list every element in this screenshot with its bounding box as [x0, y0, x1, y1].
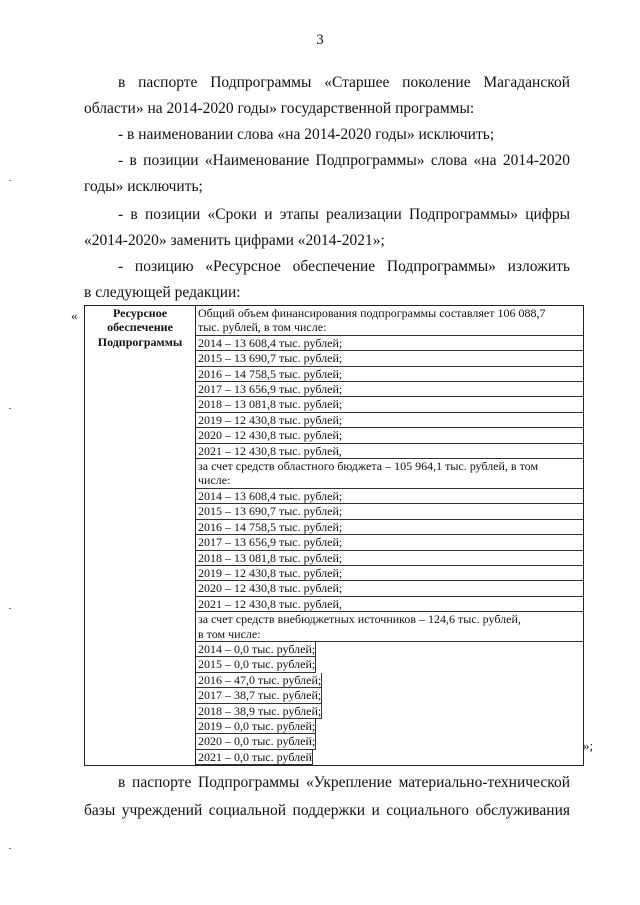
- resource-row: 2019 – 12 430,8 тыс. рублей;: [196, 413, 583, 428]
- resource-row-text: 2017 – 38,7 тыс. рублей;: [198, 688, 322, 703]
- intro-paragraph-line2: области» на 2014-2020 годы» государственной программы:: [84, 100, 475, 117]
- resource-row: [196, 657, 583, 672]
- outro-paragraph-line1: в паспорте Подпрограммы «Укрепление материально-технической: [118, 774, 570, 791]
- resource-row-text: 2020 – 0,0 тыс. рублей;: [198, 734, 316, 749]
- resource-row-text: 2016 – 47,0 тыс. рублей;: [198, 672, 322, 687]
- item-name-change: - в наименовании слова «на 2014-2020 годы» исключить;: [118, 126, 495, 143]
- resource-row: [196, 642, 583, 657]
- resource-row: 2021 – 12 430,8 тыс. рублей,: [196, 444, 583, 459]
- item-resources-line1: - позицию «Ресурсное обеспечение Подпрограммы» изложить: [118, 258, 570, 275]
- item-terms-line1: - в позиции «Сроки и этапы реализации Подпрограммы» цифры: [118, 206, 570, 223]
- item-subprogram-name-line2: годы» исключить;: [84, 178, 203, 195]
- resource-row: 2016 – 14 758,5 тыс. рублей;: [196, 367, 583, 382]
- resource-row-text: 2015 – 0,0 тыс. рублей;: [198, 657, 316, 672]
- resource-label-line: Подпрограммы: [97, 334, 183, 349]
- resource-row: [196, 704, 583, 719]
- margin-mark: [9, 180, 11, 181]
- resource-label-cell: [85, 306, 196, 766]
- margin-mark: [9, 408, 11, 409]
- item-terms-line2: «2014-2020» заменить цифрами «2014-2021»;: [84, 232, 385, 249]
- resource-row-text: 2021 – 0,0 тыс. рублей: [198, 749, 312, 764]
- resource-row: 2017 – 13 656,9 тыс. рублей;: [196, 382, 583, 397]
- item-resources-line2: в следующей редакции:: [84, 284, 241, 301]
- resource-row: 2014 – 13 608,4 тыс. рублей;: [196, 489, 583, 504]
- resource-row: [196, 750, 583, 765]
- resource-row: [196, 719, 583, 734]
- resource-row: 2021 – 12 430,8 тыс. рублей,: [196, 597, 583, 612]
- resource-row: в том числе:: [196, 627, 583, 642]
- resource-row: 2017 – 13 656,9 тыс. рублей;: [196, 535, 583, 550]
- resource-row: [196, 673, 583, 688]
- resource-row: числе:: [196, 473, 583, 488]
- margin-mark: [9, 848, 11, 849]
- resource-content-cell: [196, 306, 584, 766]
- resource-row: 2015 – 13 690,7 тыс. рублей;: [196, 504, 583, 519]
- outro-paragraph-line2: базы учреждений социальной поддержки и социального обслуживания: [84, 802, 570, 819]
- resource-row: 2014 – 13 608,4 тыс. рублей;: [196, 336, 583, 351]
- resource-row: Общий объем финансирования подпрограммы составляет 106 088,7: [198, 306, 546, 320]
- resource-table: [84, 305, 584, 766]
- intro-paragraph-line1: в паспорте Подпрограммы «Старшее поколение Магаданской: [118, 74, 570, 91]
- closing-quote: »;: [583, 738, 594, 753]
- resource-row: [196, 734, 583, 749]
- resource-label-line: Ресурсное: [112, 306, 168, 320]
- margin-mark: [9, 608, 11, 609]
- resource-row: [196, 688, 583, 703]
- resource-row: за счет средств внебюджетных источников – 124,6 тыс. рублей,: [198, 612, 521, 627]
- resource-row: за счет средств областного бюджета – 105 964,1 тыс. рублей, в том: [198, 459, 539, 474]
- resource-label-line: обеспечение: [107, 320, 173, 335]
- resource-row: 2018 – 13 081,8 тыс. рублей;: [196, 397, 583, 412]
- resource-row: тыс. рублей, в том числе:: [196, 320, 583, 335]
- resource-row: 2018 – 13 081,8 тыс. рублей;: [196, 551, 583, 566]
- item-subprogram-name-line1: - в позиции «Наименование Подпрограммы» слова «на 2014-2020: [118, 152, 570, 169]
- page-number: 3: [316, 32, 324, 48]
- opening-quote: «: [71, 308, 78, 323]
- resource-row-text: 2019 – 0,0 тыс. рублей;: [198, 718, 316, 733]
- resource-row: 2019 – 12 430,8 тыс. рублей;: [196, 566, 583, 581]
- resource-row: 2015 – 13 690,7 тыс. рублей;: [196, 351, 583, 366]
- resource-row-text: 2018 – 38,9 тыс. рублей;: [198, 703, 322, 718]
- resource-row: 2020 – 12 430,8 тыс. рублей;: [196, 428, 583, 443]
- resource-row-text: 2014 – 0,0 тыс. рублей;: [198, 641, 316, 656]
- resource-row: 2016 – 14 758,5 тыс. рублей;: [196, 520, 583, 535]
- resource-row: 2020 – 12 430,8 тыс. рублей;: [196, 581, 583, 596]
